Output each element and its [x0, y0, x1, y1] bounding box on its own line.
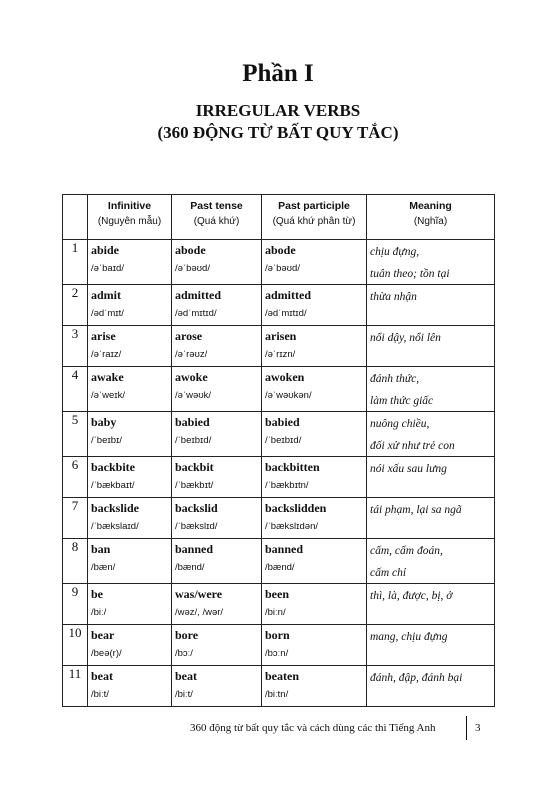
past-tense-word: backbit — [175, 460, 214, 474]
row-number: 10 — [63, 625, 88, 666]
cell-past-participle — [262, 412, 367, 457]
meaning-line: làm thức giấc — [370, 395, 434, 407]
table-row — [63, 539, 495, 584]
cell-past-participle — [262, 625, 367, 666]
meaning-line: thừa nhận — [370, 291, 417, 303]
infinitive-pronunciation: /əˈraɪz/ — [91, 349, 122, 360]
past-participle-pronunciation: /ˈbækslɪdən/ — [265, 521, 319, 532]
meaning-line: thì, là, được, bị, ở — [370, 590, 453, 602]
meaning-line: nổi dậy, nổi lên — [370, 332, 441, 344]
cell-infinitive — [88, 367, 172, 412]
cell-meaning — [367, 240, 495, 285]
past-participle-pronunciation: /əˈwəʊkən/ — [265, 390, 312, 401]
row-number: 6 — [63, 457, 88, 498]
cell-infinitive — [88, 539, 172, 584]
past-tense-pronunciation: /ˈbækslɪd/ — [175, 521, 218, 532]
past-tense-pronunciation: /əˈrəʊz/ — [175, 349, 208, 360]
past-participle-pronunciation: /biːtn/ — [265, 689, 289, 700]
footer-divider — [466, 716, 467, 740]
table-row — [63, 285, 495, 326]
past-participle-word: born — [265, 628, 290, 642]
infinitive-word: bear — [91, 628, 115, 642]
past-tense-word: backslid — [175, 501, 218, 515]
part-title: Phần I — [242, 60, 314, 87]
header-past-tense: Past tense (Quá khứ) — [172, 195, 262, 240]
infinitive-pronunciation: /ˈbeɪbɪ/ — [91, 435, 123, 446]
past-tense-pronunciation: /bænd/ — [175, 562, 205, 573]
past-tense-pronunciation: /wəz/, /wər/ — [175, 607, 224, 618]
table-row — [63, 412, 495, 457]
past-participle-word: backslidden — [265, 501, 327, 515]
past-tense-pronunciation: /əˈbəʊd/ — [175, 263, 210, 274]
past-participle-pronunciation: /əˈbəʊd/ — [265, 263, 300, 274]
cell-past-tense — [172, 666, 262, 707]
row-number: 1 — [63, 240, 88, 285]
infinitive-word: abide — [91, 243, 120, 257]
meaning-line: đánh thức, — [370, 373, 420, 385]
past-participle-pronunciation: /ˈbeɪbɪd/ — [265, 435, 302, 446]
cell-infinitive — [88, 285, 172, 326]
table-row — [63, 666, 495, 707]
row-number: 2 — [63, 285, 88, 326]
meaning-line: chịu đựng, — [370, 246, 420, 258]
infinitive-word: backbite — [91, 460, 136, 474]
past-participle-pronunciation: /əˈrɪzn/ — [265, 349, 296, 360]
cell-past-participle — [262, 285, 367, 326]
cell-infinitive — [88, 412, 172, 457]
header-past-participle: Past participle (Quá khứ phân từ) — [262, 195, 367, 240]
cell-meaning — [367, 584, 495, 625]
cell-past-tense — [172, 625, 262, 666]
meaning-line: nói xấu sau lưng — [370, 463, 447, 475]
past-participle-pronunciation: /bɔːn/ — [265, 648, 289, 659]
infinitive-pronunciation: /beə(r)/ — [91, 648, 122, 659]
infinitive-pronunciation: /biː/ — [91, 607, 107, 618]
cell-meaning — [367, 539, 495, 584]
cell-infinitive — [88, 326, 172, 367]
past-participle-pronunciation: /ədˈmɪtɪd/ — [265, 308, 307, 319]
cell-meaning — [367, 625, 495, 666]
infinitive-pronunciation: /ˈbækbaɪt/ — [91, 480, 135, 491]
table-row — [63, 584, 495, 625]
cell-past-tense — [172, 240, 262, 285]
title-english: IRREGULAR VERBS — [195, 101, 361, 120]
cell-infinitive — [88, 240, 172, 285]
cell-meaning — [367, 666, 495, 707]
past-tense-word: banned — [175, 542, 214, 556]
infinitive-pronunciation: /ˈbækslaɪd/ — [91, 521, 139, 532]
cell-past-participle — [262, 539, 367, 584]
infinitive-word: admit — [91, 288, 121, 302]
header-meaning: Meaning (Nghĩa) — [367, 195, 495, 240]
row-number: 8 — [63, 539, 88, 584]
cell-past-tense — [172, 539, 262, 584]
past-tense-word: arose — [175, 329, 203, 343]
row-number: 7 — [63, 498, 88, 539]
past-tense-word: beat — [175, 669, 197, 683]
past-tense-word: was/were — [175, 587, 223, 601]
table-header-row — [63, 195, 495, 240]
past-participle-word: admitted — [265, 288, 311, 302]
row-number: 4 — [63, 367, 88, 412]
table-row — [63, 625, 495, 666]
cell-infinitive — [88, 498, 172, 539]
cell-meaning — [367, 412, 495, 457]
meaning-line: tái phạm, lại sa ngã — [370, 504, 462, 516]
cell-meaning — [367, 498, 495, 539]
title-vietnamese: (360 ĐỘNG TỪ BẤT QUY TẮC) — [157, 123, 399, 142]
past-participle-word: banned — [265, 542, 304, 556]
infinitive-word: arise — [91, 329, 116, 343]
meaning-line: cấm, cấm đoán, — [370, 545, 443, 557]
past-tense-word: awoke — [175, 370, 208, 384]
table-row — [63, 326, 495, 367]
past-tense-word: babied — [175, 415, 210, 429]
past-tense-word: bore — [175, 628, 199, 642]
row-number: 9 — [63, 584, 88, 625]
cell-past-participle — [262, 498, 367, 539]
past-tense-word: admitted — [175, 288, 221, 302]
cell-past-tense — [172, 457, 262, 498]
meaning-line: đối xử như trẻ con — [370, 440, 455, 452]
infinitive-word: baby — [91, 415, 117, 429]
row-number: 11 — [63, 666, 88, 707]
past-participle-word: arisen — [265, 329, 297, 343]
past-participle-word: abode — [265, 243, 296, 257]
infinitive-word: backslide — [91, 501, 140, 515]
table-row — [63, 240, 495, 285]
infinitive-word: awake — [91, 370, 124, 384]
infinitive-word: ban — [91, 542, 111, 556]
past-participle-pronunciation: /ˈbækbɪtn/ — [265, 480, 309, 491]
cell-infinitive — [88, 584, 172, 625]
row-number: 3 — [63, 326, 88, 367]
table-row — [63, 457, 495, 498]
cell-infinitive — [88, 625, 172, 666]
past-tense-pronunciation: /biːt/ — [175, 689, 193, 700]
cell-meaning — [367, 285, 495, 326]
past-participle-word: babied — [265, 415, 300, 429]
past-tense-pronunciation: /əˈwəʊk/ — [175, 390, 212, 401]
cell-past-tense — [172, 285, 262, 326]
header-number — [63, 195, 88, 240]
cell-past-tense — [172, 412, 262, 457]
past-tense-pronunciation: /ˈbeɪbɪd/ — [175, 435, 212, 446]
infinitive-pronunciation: /əˈbaɪd/ — [91, 263, 124, 274]
past-participle-word: backbitten — [265, 460, 320, 474]
cell-infinitive — [88, 457, 172, 498]
cell-past-tense — [172, 584, 262, 625]
cell-past-tense — [172, 498, 262, 539]
infinitive-word: be — [91, 587, 103, 601]
cell-past-participle — [262, 240, 367, 285]
cell-meaning — [367, 457, 495, 498]
table-row — [63, 498, 495, 539]
infinitive-pronunciation: /ədˈmɪt/ — [91, 308, 124, 319]
meaning-line: mang, chịu đựng — [370, 631, 448, 643]
cell-past-tense — [172, 367, 262, 412]
meaning-line: đánh, đập, đánh bại — [370, 672, 463, 684]
meaning-line: cấm chỉ — [370, 567, 407, 579]
past-participle-pronunciation: /biːn/ — [265, 607, 286, 618]
page-number: 3 — [475, 722, 481, 734]
past-tense-pronunciation: /bɔː/ — [175, 648, 193, 659]
header-infinitive: Infinitive (Nguyên mẫu) — [88, 195, 172, 240]
past-participle-word: awoken — [265, 370, 305, 384]
past-participle-pronunciation: /bænd/ — [265, 562, 295, 573]
cell-meaning — [367, 326, 495, 367]
cell-past-tense — [172, 326, 262, 367]
infinitive-pronunciation: /biːt/ — [91, 689, 109, 700]
cell-meaning — [367, 367, 495, 412]
past-participle-word: beaten — [265, 669, 299, 683]
past-tense-pronunciation: /ədˈmɪtɪd/ — [175, 308, 217, 319]
past-participle-word: been — [265, 587, 289, 601]
meaning-line: nuông chiều, — [370, 418, 430, 430]
cell-past-participle — [262, 584, 367, 625]
past-tense-word: abode — [175, 243, 206, 257]
table-row — [63, 367, 495, 412]
infinitive-pronunciation: /əˈweɪk/ — [91, 390, 126, 401]
infinitive-pronunciation: /bæn/ — [91, 562, 116, 573]
cell-past-participle — [262, 457, 367, 498]
infinitive-word: beat — [91, 669, 113, 683]
cell-past-participle — [262, 367, 367, 412]
footer-book-title: 360 động từ bất quy tắc và cách dùng các thì Tiếng Anh — [190, 722, 436, 734]
cell-past-participle — [262, 326, 367, 367]
irregular-verbs-table — [62, 194, 495, 707]
past-tense-pronunciation: /ˈbækbɪt/ — [175, 480, 214, 491]
row-number: 5 — [63, 412, 88, 457]
cell-past-participle — [262, 666, 367, 707]
meaning-line: tuân theo; tồn tại — [370, 268, 450, 280]
cell-infinitive — [88, 666, 172, 707]
